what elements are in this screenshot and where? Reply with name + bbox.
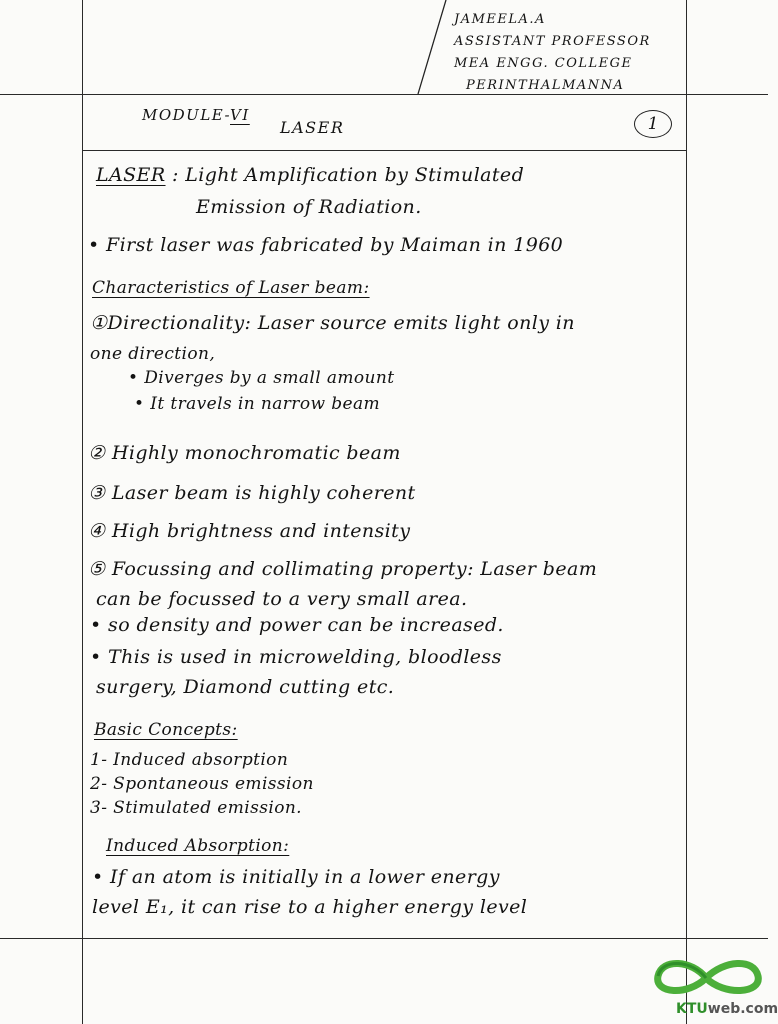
characteristic-3: ③ Laser beam is highly coherent (88, 482, 416, 504)
characteristic-5-bullet-2-line-2: surgery, Diamond cutting etc. (96, 676, 395, 698)
module-title: LASER (280, 118, 345, 137)
characteristic-5-line-2: can be focussed to a very small area. (96, 588, 468, 610)
watermark-brand: KTU (676, 1001, 708, 1017)
characteristic-1-bullet-2: • It travels in narrow beam (134, 394, 381, 414)
basic-concept-1: 1- Induced absorption (90, 750, 289, 770)
characteristic-2: ② Highly monochromatic beam (88, 442, 401, 464)
induced-absorption-heading: Induced Absorption: (106, 836, 290, 856)
characteristics-heading: Characteristics of Laser beam: (92, 278, 370, 298)
author-college: MEA ENGG. COLLEGE (454, 56, 633, 71)
characteristic-4: ④ High brightness and intensity (88, 520, 411, 542)
definition-colon: : (171, 164, 179, 186)
header-rule-line (0, 94, 768, 95)
author-role: ASSISTANT PROFESSOR (454, 34, 651, 49)
characteristic-5-bullet-1: • so density and power can be increased. (90, 614, 504, 636)
induced-absorption-line-2: level E₁, it can rise to a higher energy level (92, 896, 528, 918)
definition-line-1: Light Amplification by Stimulated (185, 164, 525, 186)
title-rule-line (82, 150, 686, 151)
author-name: JAMEELA.A (454, 12, 546, 27)
first-laser-note: • First laser was fabricated by Maiman in 1960 (88, 234, 564, 256)
basic-concepts-heading: Basic Concepts: (94, 720, 238, 740)
basic-concept-3: 3- Stimulated emission. (90, 798, 302, 818)
characteristic-5-bullet-2-line-1: • This is used in microwelding, bloodless (90, 646, 502, 668)
page-number: 1 (634, 110, 672, 138)
bottom-rule-line (0, 938, 768, 939)
characteristic-1-line-2: one direction, (90, 344, 216, 364)
module-number: VI (230, 106, 250, 124)
module-label-text: MODULE- (142, 106, 230, 124)
ktuweb-watermark (676, 1001, 778, 1017)
induced-absorption-line-1: • If an atom is initially in a lower energy (92, 866, 500, 888)
author-place: PERINTHALMANNA (466, 78, 625, 93)
module-label (142, 106, 250, 124)
watermark-domain: web.com (707, 1001, 778, 1017)
definition-line-2: Emission of Radiation. (196, 196, 422, 218)
laser-term: LASER (96, 164, 166, 186)
characteristic-1-line-1: ①Directionality: Laser source emits light only in (90, 312, 575, 334)
laser-definition (96, 164, 524, 186)
right-margin-line (686, 0, 687, 1024)
header-slash-line (410, 0, 450, 100)
characteristic-5-line-1: ⑤ Focussing and collimating property: Laser beam (88, 558, 598, 580)
basic-concept-2: 2- Spontaneous emission (90, 774, 314, 794)
left-margin-line (82, 0, 83, 1024)
characteristic-1-bullet-1: • Diverges by a small amount (128, 368, 395, 388)
